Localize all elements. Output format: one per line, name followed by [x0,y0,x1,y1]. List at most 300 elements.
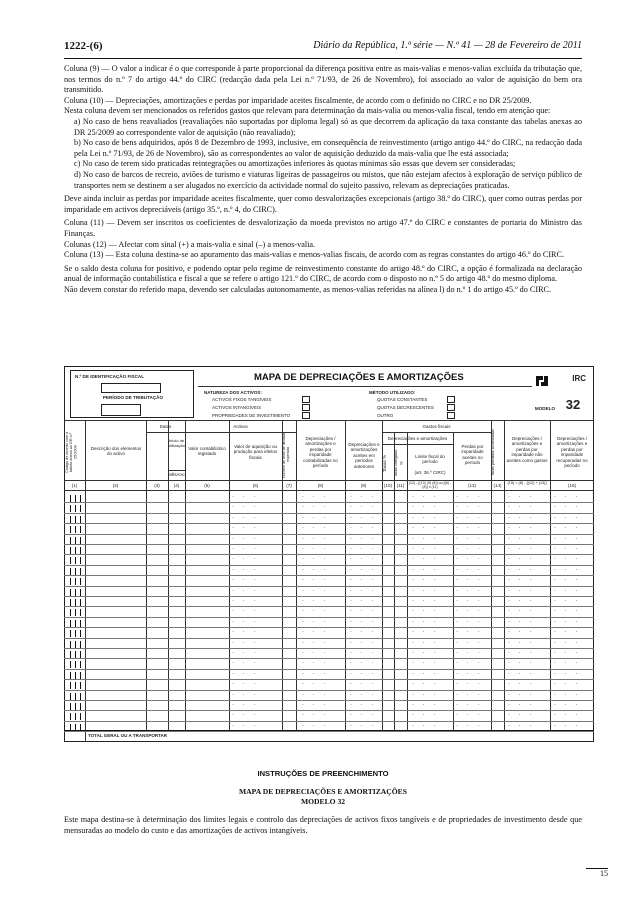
amount-separator: · · · [554,494,581,500]
col-num: (7) [286,483,292,488]
table-row[interactable] [64,544,594,545]
group-rule [382,432,491,433]
code-tick [80,599,81,606]
amount-separator: · · · [456,722,483,729]
code-tick [75,703,76,710]
amount-separator: · · · [554,722,581,729]
table-row[interactable] [64,596,594,597]
tax-authority-logo-icon [534,374,550,388]
paragraph: Coluna (13) — Esta coluna destina-se ao apuramento das mais-valias e menos-valias fiscais, de acordo com as regras constantes do artigo 46.º do CIRC. [64,250,565,260]
col-divider [407,432,408,730]
col-num: (9) [360,483,367,488]
amount-separator: · · · [456,577,483,584]
table-row[interactable] [64,658,594,659]
amount-separator: · · · [302,660,329,667]
amount-separator: · · · [350,577,377,584]
amount-separator: · · · [412,722,439,729]
deprec-amort-header: Depreciações e amortizações [387,436,448,441]
amount-separator: · · · [232,494,259,500]
code-tick [70,568,71,575]
code-tick [80,516,81,523]
page-header [64,40,582,54]
amount-separator: · · · [232,650,259,656]
amount-separator: · · · [350,525,377,532]
amount-separator: · · · [412,650,439,656]
table-row[interactable] [64,710,594,711]
amount-separator: · · · [412,712,439,719]
amount-separator: · · · [302,577,329,584]
amount-separator: · · · [302,681,329,688]
amount-separator: · · · [232,660,259,667]
col-divider [85,420,86,742]
amount-separator: · · · [232,535,259,542]
amount-separator: · · · [350,608,377,615]
table-top-rule [64,420,594,421]
total-rule [64,730,594,731]
amount-separator: · · · [456,535,483,542]
code-tick [70,630,71,637]
amount-separator: · · · [302,702,329,708]
amount-separator: · · · [412,525,439,532]
col-num: (10) [383,483,392,488]
amount-separator: · · · [302,629,329,636]
amount-separator: · · · [412,681,439,688]
amount-separator: · · · [456,712,483,719]
code-tick [70,672,71,679]
table-numbers-rule [64,490,594,491]
code-tick [70,516,71,523]
amount-separator: · · · [508,587,535,594]
amount-separator: · · · [554,577,581,584]
code-tick [70,505,71,512]
code-tick [80,682,81,689]
code-tick [75,609,76,616]
amount-separator: · · · [412,629,439,636]
code-tick [80,620,81,627]
amount-separator: · · · [554,681,581,688]
col-num: (2) [112,483,119,488]
amount-separator: · · · [412,556,439,563]
code-tick [80,589,81,596]
amount-separator: · · · [232,577,259,584]
taxa-corrigida-header: Taxas corrigidas % [394,449,404,477]
amount-separator: · · · [554,660,581,667]
code-tick [75,547,76,554]
amount-separator: · · · [350,650,377,656]
amount-separator: · · · [456,587,483,594]
amount-separator: · · · [302,639,329,646]
amount-separator: · · · [232,629,259,636]
valor-aquis-header: Valor de aquisição ou produção para efeitos fiscais [233,444,278,460]
code-tick [70,609,71,616]
amount-separator: · · · [554,525,581,532]
amount-separator: · · · [554,546,581,552]
code-tick [70,537,71,544]
amount-separator: · · · [456,566,483,573]
amount-separator: · · · [232,556,259,563]
valor-contab-header: Valor contabilístico registado [188,446,226,457]
code-tick [70,682,71,689]
code-tick [80,703,81,710]
code-tick [75,578,76,585]
amount-separator: · · · [302,598,329,604]
amount-separator: · · · [232,608,259,615]
code-tick [80,557,81,564]
code-tick [70,495,71,502]
method-item: OUTRO [377,413,394,418]
code-tick [80,641,81,648]
amount-separator: · · · [456,556,483,563]
amount-separator: · · · [554,504,581,511]
amount-separator: · · · [508,598,535,604]
deprec-periodo-header: Depreciações / amortizações e perdas por imparidade contabilizadas no período [303,436,338,469]
table-row[interactable] [64,721,594,722]
code-tick [70,641,71,648]
table-row[interactable] [64,669,594,670]
amount-separator: · · · [350,514,377,521]
amount-separator: · · · [232,525,259,532]
code-tick [70,599,71,606]
code-tick [75,672,76,679]
amount-separator: · · · [232,566,259,573]
table-row[interactable] [64,586,594,587]
deprec-nao-aceites-header: Depreciações / amortizações e perdas por imparidade não aceites como gastos [506,436,548,463]
amount-separator: · · · [554,670,581,677]
amount-separator: · · · [508,712,535,719]
code-tick [75,557,76,564]
amount-separator: · · · [412,660,439,667]
amount-separator: · · · [508,566,535,573]
ano-header: Ano [176,472,185,477]
amount-separator: · · · [456,494,483,500]
col-num: (13) [467,483,476,488]
amount-separator: · · · [508,660,535,667]
amount-separator: · · · [554,629,581,636]
method-checkbox[interactable] [447,412,455,419]
code-tick [75,661,76,668]
period-label: PERÍODO DE TRIBUTAÇÃO [102,395,164,400]
deprec-anteriores-header: Depreciações e amortizações aceites em períodos anteriores [348,442,380,469]
amount-separator: · · · [350,660,377,667]
table-row[interactable] [64,502,594,503]
amount-separator: · · · [232,546,259,552]
journal-title: Diário da República, 1.ª série — N.º 41 — 28 de Fevereiro de 2011 [313,40,582,51]
amount-separator: · · · [412,598,439,604]
amount-separator: · · · [232,722,259,729]
model-heading: MODELO 32 [300,797,346,806]
amount-separator: · · · [456,598,483,604]
group-rule [168,470,185,471]
taxa-header: Taxas % [382,454,387,472]
code-tick [80,505,81,512]
amount-separator: · · · [302,504,329,511]
amount-separator: · · · [456,514,483,521]
amount-separator: · · · [232,514,259,521]
irc-form-model-32 [64,366,594,742]
code-tick [75,537,76,544]
header-rule [64,58,582,59]
code-tick [80,630,81,637]
table-row[interactable] [64,648,594,649]
paragraph: Se o saldo desta coluna for positivo, e podendo optar pelo regime de reinvestimento constante do artigo 48.º do CIRC, a opção é formalizada na declaração anual de informação contabilística e fiscal a que se refere o artigo 121.º do CIRC, de acordo com o disposto no n.º 5 do artigo 48.º do mesmo diploma. [64,263,582,284]
amount-separator: · · · [508,494,535,500]
col-num: (14) [493,483,502,488]
nif-input[interactable] [101,383,161,393]
group-rule [382,444,453,445]
amount-separator: · · · [232,670,259,677]
mes-header: Mês [168,472,177,477]
amount-separator: · · · [302,514,329,521]
amount-separator: · · · [554,556,581,563]
amount-separator: · · · [508,535,535,542]
code-tick [80,651,81,658]
table-row[interactable] [64,534,594,535]
amount-separator: · · · [456,618,483,625]
amount-separator: · · · [232,702,259,708]
amount-separator: · · · [232,504,259,511]
code-tick [75,589,76,596]
method-item: QUOTAS CONSTANTES [377,397,428,402]
nature-checkbox[interactable] [302,412,310,419]
code-tick [70,557,71,564]
method-label: MÉTODO UTILIZADO: [369,390,416,395]
code-tick [75,599,76,606]
amount-separator: · · · [232,691,259,698]
table-row[interactable] [64,690,594,691]
nature-item: ACTIVOS INTANGÍVEIS [212,405,262,410]
datas-header: Datas [159,424,172,429]
table-row[interactable] [64,554,594,555]
amount-separator: · · · [456,504,483,511]
paragraph: Coluna (11) — Devem ser inscritos os coeficientes de desvalorização da moeda previstos no artigo 47.º do CIRC e constantes de portaria do Ministro das Finanças. [64,218,582,238]
code-tick [70,693,71,700]
table-row[interactable] [64,513,594,514]
amount-separator: · · · [508,556,535,563]
amount-separator: · · · [508,629,535,636]
amount-separator: · · · [508,525,535,532]
amount-separator: · · · [456,525,483,532]
amount-separator: · · · [508,618,535,625]
amount-separator: · · · [232,598,259,604]
amount-separator: · · · [232,681,259,688]
code-tick [80,693,81,700]
amount-separator: · · · [412,691,439,698]
table-row[interactable] [64,617,594,618]
amount-separator: · · · [302,608,329,615]
table-row[interactable] [64,638,594,639]
code-tick [80,568,81,575]
col-num: (4) [173,483,180,488]
amount-separator: · · · [350,629,377,636]
perdas-header: Perdas por imparidade aceites no período [461,444,484,466]
code-tick [80,661,81,668]
taxas-perdidas-header: Taxas perdidas acumuladas [491,428,495,476]
formula-15: (15) = (8) - [(12) + (13)] [507,481,547,485]
code-tick [80,547,81,554]
amount-separator: · · · [554,566,581,573]
code-tick [80,713,81,720]
art36-label: (art. 36.º CIRC) [414,470,446,475]
col-num: (6) [252,483,259,488]
amount-separator: · · · [554,712,581,719]
method-checkbox[interactable] [447,404,455,411]
amount-separator: · · · [554,702,581,708]
nif-section [70,370,194,418]
code-tick [70,589,71,596]
amount-separator: · · · [456,702,483,708]
code-tick [80,578,81,585]
gastos-fiscais-header: Gastos fiscais [422,424,451,429]
amount-separator: · · · [508,650,535,656]
amount-separator: · · · [412,577,439,584]
activos-header: Activos [233,424,248,429]
amount-separator: · · · [456,691,483,698]
amount-separator: · · · [350,535,377,542]
code-tick [75,641,76,648]
amount-separator: · · · [350,722,377,729]
instructions-heading: INSTRUÇÕES DE PREENCHIMENTO [257,769,389,778]
code-tick [75,516,76,523]
code-tick [75,526,76,533]
code-tick [70,661,71,668]
table-row[interactable] [64,627,594,628]
amount-separator: · · · [302,587,329,594]
period-input[interactable] [101,404,141,416]
amount-separator: · · · [302,691,329,698]
amount-separator: · · · [232,587,259,594]
col-num: (3) [154,483,160,488]
form-title: MAPA DE DEPRECIAÇÕES E AMORTIZAÇÕES [254,372,464,383]
amount-separator: · · · [508,504,535,511]
amount-separator: · · · [302,525,329,532]
table-row[interactable] [64,523,594,524]
modelo-label: MODELO [534,406,556,411]
code-tick [70,703,71,710]
col-desc-header: Descrição dos elementos do activo [90,446,142,457]
amount-separator: · · · [350,546,377,552]
amount-separator: · · · [412,702,439,708]
amount-separator: · · · [302,618,329,625]
amount-separator: · · · [302,546,329,552]
amount-separator: · · · [350,598,377,604]
paragraph: Colunas (12) — Afectar com sinal (+) a mais-valia e sinal (–) a menos-valia. [64,239,316,249]
amount-separator: · · · [554,587,581,594]
code-tick [75,682,76,689]
amount-separator: · · · [232,618,259,625]
nature-checkbox[interactable] [302,404,310,411]
col-num: (16) [567,483,576,488]
code-tick [80,495,81,502]
code-tick [75,630,76,637]
amount-separator: · · · [456,660,483,667]
table-row[interactable] [64,679,594,680]
paragraph: Nesta coluna devem ser mencionados os referidos gastos que relevam para determinação da mais-valia ou menos-valia fiscal, tendo em atenção que: [64,106,551,116]
method-item: QUOTAS DECRESCENTES [377,405,434,410]
code-tick [70,526,71,533]
nature-item: PROPRIEDADES DE INVESTIMENTO [212,413,291,418]
code-tick [75,651,76,658]
col-num: (8) [317,483,324,488]
amount-separator: · · · [554,514,581,521]
nif-label: N.º DE IDENTIFICAÇÃO FISCAL [75,374,145,379]
amount-separator: · · · [508,702,535,708]
amount-separator: · · · [554,618,581,625]
group-rule [146,432,185,433]
amount-separator: · · · [456,639,483,646]
irc-label: IRC [572,374,586,383]
method-checkbox[interactable] [447,396,455,403]
code-tick [75,620,76,627]
code-tick [70,713,71,720]
amount-separator: · · · [554,691,581,698]
nature-item: ACTIVOS FIXOS TANGÍVEIS [212,397,272,402]
table-row[interactable] [64,565,594,566]
amount-separator: · · · [302,494,329,500]
amount-separator: · · · [350,587,377,594]
col-codigo-header: Código de acordo com a tabela anexa ao DR n.º 25/2009 [65,431,78,473]
list-item: b) No caso de bens adquiridos, após 8 de Dezembro de 1993, inclusive, em consequência de reinvestimento (artigo antigo 44.º do CIRC, na redacção dada pela Lei n.º 71/93, de 26 de Novembro), são as correspondentes ao valor de aquisição deduzido da mais-valia que lhe está associada; [74,138,582,158]
amount-separator: · · · [350,712,377,719]
amount-separator: · · · [302,650,329,656]
nature-label: NATUREZA DOS ACTIVOS: [204,390,262,395]
formula-12: (12) - [(13) (9) (8)] ou [(6) - (8)] x (11) [408,481,452,489]
col-num: (5) [204,483,210,488]
amount-separator: · · · [456,546,483,552]
paragraph: Coluna (9) — O valor a indicar é o que corresponde à parte proporcional da diferença positiva entre as mais-valias e menos-valias excluída da tributação que, nos termos do n.º 7 do artigo 44.º do CIRC (redacção dada pela Lei n.º 71/93, de 26 de Novembro), foi associado ao valor de aquisição do bem ora transmitido. [64,64,582,95]
amount-separator: · · · [232,639,259,646]
table-row[interactable] [64,606,594,607]
amount-separator: · · · [350,702,377,708]
code-tick [75,495,76,502]
amount-separator: · · · [350,556,377,563]
amount-separator: · · · [456,650,483,656]
amount-separator: · · · [554,639,581,646]
code-tick [75,713,76,720]
table-row[interactable] [64,575,594,576]
amount-separator: · · · [412,535,439,542]
paragraph: Coluna (10) — Depreciações, amortizações e perdas por imparidade aceites fiscalmente, de acordo com o definido no CIRC e no DR 25/2009. [64,95,532,105]
amount-separator: · · · [412,546,439,552]
nature-checkbox[interactable] [302,396,310,403]
amount-separator: · · · [508,670,535,677]
amount-separator: · · · [302,712,329,719]
amount-separator: · · · [554,608,581,615]
code-tick [70,620,71,627]
page-number: 15 [586,868,608,882]
amount-separator: · · · [508,681,535,688]
amount-separator: · · · [456,608,483,615]
table-row[interactable] [64,700,594,701]
amount-separator: · · · [508,608,535,615]
code-tick [75,568,76,575]
col-num: (11) [396,483,405,488]
amount-separator: · · · [412,514,439,521]
limite-header: Limite fiscal do período [415,454,445,465]
code-tick [80,537,81,544]
amount-separator: · · · [554,535,581,542]
amount-separator: · · · [554,598,581,604]
inicio-header: Início de utilização [168,438,185,449]
code-tick [70,547,71,554]
amount-separator: · · · [412,608,439,615]
code-tick [75,505,76,512]
deprec-recuperadas-header: Depreciações / amortizações e perdas por imparidade recuperadas no período [556,436,588,469]
amount-separator: · · · [508,546,535,552]
amount-separator: · · · [412,670,439,677]
amount-separator: · · · [302,722,329,729]
list-item: d) No caso de barcos de recreio, aviões de turismo e viaturas ligeiras de passageiros ou mistos, que não estejam afectos à exploração de serviço público de transportes nem se destinem a ser alugados no exercício da actividade normal do sujeito passivo, relevam as depreciações praticadas. [74,169,582,190]
total-label: TOTAL GERAL OU A TRANSPORTAR [88,733,168,738]
